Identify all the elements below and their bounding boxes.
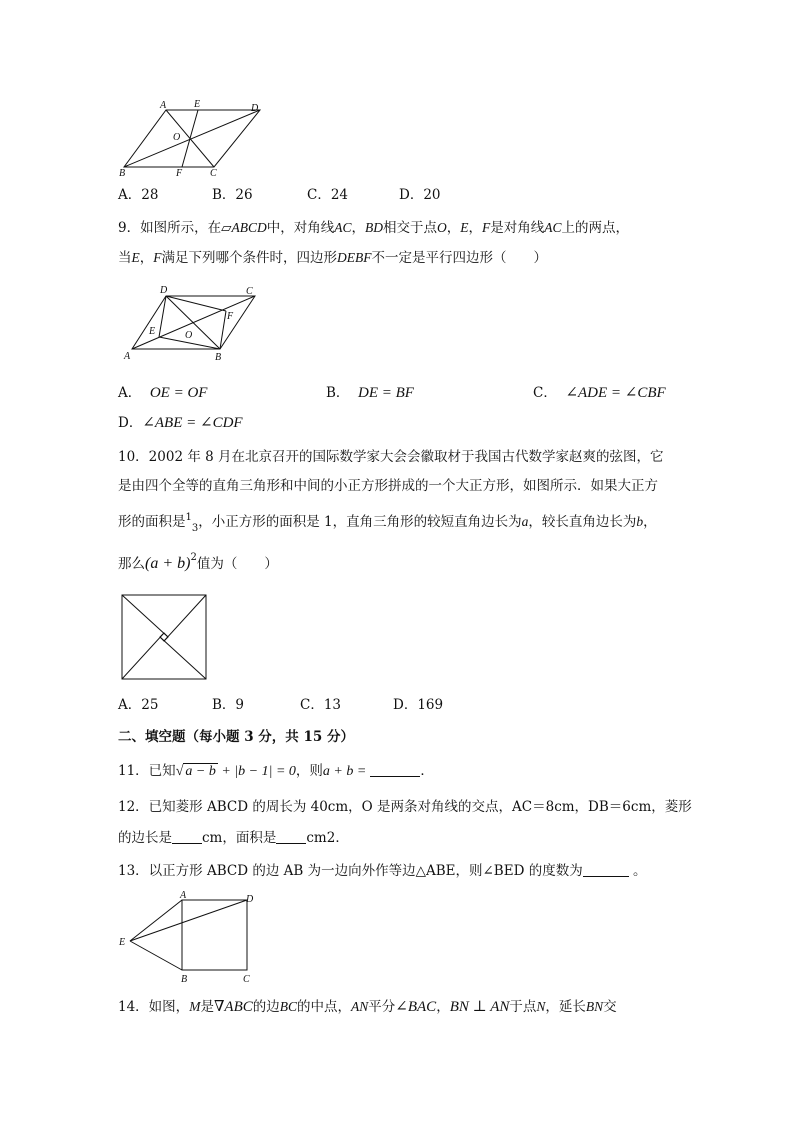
fig13-label-e: E <box>119 937 126 948</box>
q9-option-d: D．∠ABE = ∠CDF <box>118 415 243 431</box>
fig13-label-c: C <box>243 974 250 985</box>
fig8-label-f: F <box>176 168 183 178</box>
fig9-label-b: B <box>215 352 222 362</box>
q11-line: 11．已知√ a − b + |b − 1| = 0，则a + b = ． <box>118 763 434 779</box>
q9-line-1: 9．如图所示，在▱ABCD中，对角线AC，BD相交于点O，E，F是对角线AC上的两点， <box>118 220 630 236</box>
fig8-label-o: O <box>173 132 181 143</box>
fig8-label-b: B <box>119 168 126 178</box>
q10-line-2: 是由四个全等的直角三角形和中间的小正方形拼成的一个大正方形，如图所示．如果大正方 <box>118 478 658 494</box>
q10-option-d: D．169 <box>393 697 444 713</box>
q10-string-figure <box>120 593 210 681</box>
q9-parallelogram-figure <box>122 282 267 362</box>
fig9-label-c: C <box>246 286 253 297</box>
fig9-label-d: D <box>160 285 168 296</box>
q10-option-c: C．13 <box>300 697 342 713</box>
fig9-label-o: O <box>185 330 193 341</box>
q11-answer-blank[interactable] <box>370 762 420 777</box>
fig9-label-e: E <box>149 326 156 337</box>
q9-option-c: C． ∠ADE = ∠CBF <box>533 385 666 401</box>
fig9-label-f: F <box>227 311 234 322</box>
q12-side-blank[interactable] <box>172 829 202 844</box>
q9-option-b: B． DE = BF <box>326 385 414 401</box>
q12-line-2: 的边长是 cm，面积是 cm2． <box>118 830 349 846</box>
q9-option-a: A． OE = OF <box>118 385 208 401</box>
q8-option-d: D．20 <box>399 187 441 203</box>
q13-line-1: 13．以正方形 ABCD 的边 AB 为一边向外作等边△ABE，则∠BED 的度数为 。 <box>118 863 647 879</box>
q8-option-c: C．24 <box>307 187 349 203</box>
fig13-label-a: A <box>180 890 187 901</box>
q12-area-blank[interactable] <box>276 829 306 844</box>
q10-line-1: 10．2002 年 8 月在北京召开的国际数学家大会会徽取材于我国古代数学家赵爽的弦图，它 <box>118 449 664 465</box>
q13-answer-blank[interactable] <box>583 862 629 877</box>
q8-option-b: B．26 <box>212 187 253 203</box>
fig8-label-c: C <box>210 168 217 178</box>
q10-option-b: B．9 <box>212 697 245 713</box>
q8-option-a: A．28 <box>118 187 159 203</box>
q12-line-1: 12．已知菱形 ABCD 的周长为 40cm，O 是两条对角线的交点，AC＝8cm，DB＝6cm，菱形 <box>118 799 692 815</box>
fig13-label-b: B <box>181 974 188 985</box>
fig9-label-a: A <box>124 351 131 362</box>
section-2-heading: 二、填空题（每小题 3 分，共 15 分） <box>118 729 354 745</box>
q10-option-a: A．25 <box>118 697 159 713</box>
fig8-label-d: D <box>251 103 259 114</box>
fig8-label-a: A <box>160 100 167 111</box>
q8-parallelogram-figure <box>118 98 268 178</box>
q14-line-1: 14．如图，M是∇ABC的边BC的中点，AN平分∠BAC，BN ⊥ AN于点N，延长BN交 <box>118 999 617 1015</box>
fig13-label-d: D <box>246 894 254 905</box>
q10-line-3: 形的面积是$^1_3$，小正方形的面积是 1，直角三角形的较短直角边长为a，较长直角边长为b， <box>118 512 657 534</box>
q13-square-triangle-figure <box>116 890 266 986</box>
q9-line-2: 当E，F满足下列哪个条件时，四边形DEBF不一定是平行四边形（ ） <box>118 250 547 266</box>
q10-line-4: 那么$(a + b)^2$值为（ ） <box>118 552 278 572</box>
fig8-label-e: E <box>194 99 201 110</box>
